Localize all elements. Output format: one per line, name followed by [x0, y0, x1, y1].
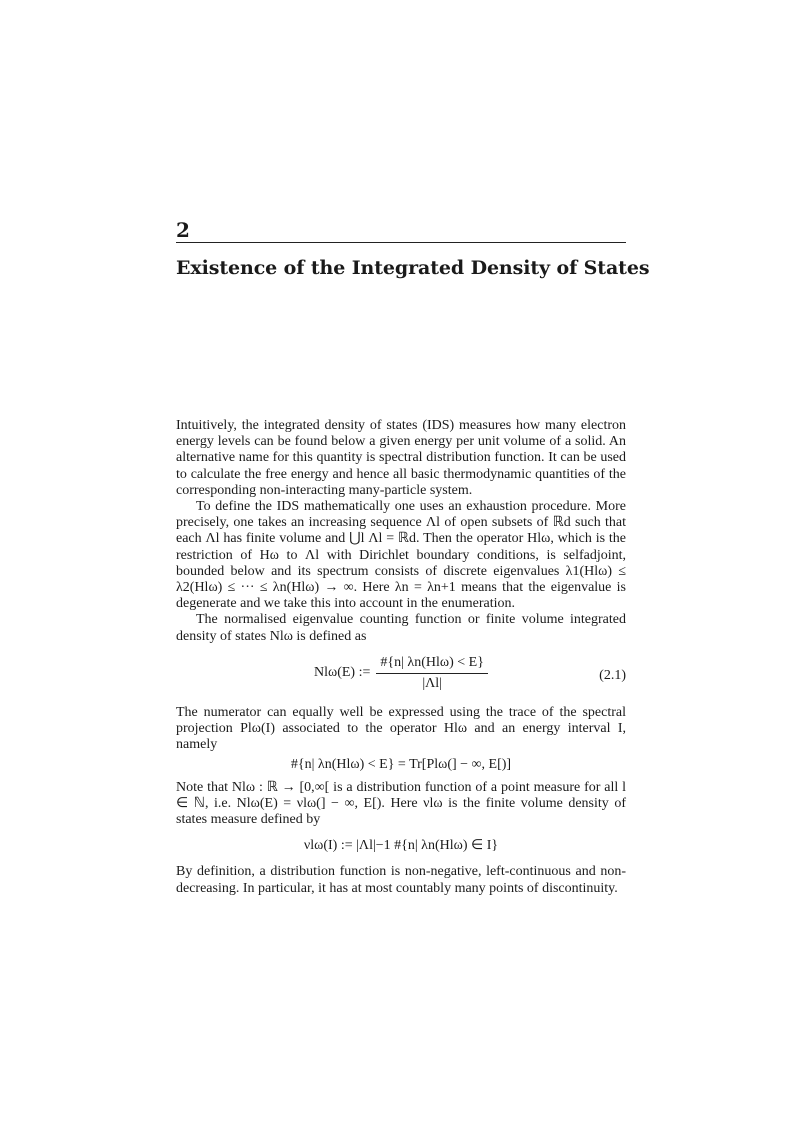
body-text [176, 418, 626, 897]
equation-denominator: |Λl| [422, 676, 442, 692]
equation-2-1 [176, 651, 626, 701]
equation-number: (2.1) [599, 667, 626, 683]
equation-lhs: Nlω(E) := [314, 665, 371, 681]
paragraph-distribution: Note that Nlω : ℝ → [0,∞[ is a distribution function of a point measure for all l ∈ ℕ, i.e. Nlω(E) = νlω(] − ∞, E[). Here νlω is the finite volume density of states measure defined by [176, 779, 626, 828]
chapter-number: 2 [176, 218, 190, 242]
chapter-rule [176, 242, 626, 243]
equation-numerator: #{n| λn(Hlω) < E} [376, 655, 488, 674]
equation-trace: #{n| λn(Hlω) < E} = Tr[Plω(] − ∞, E[)] [290, 757, 512, 773]
equation-fraction [376, 655, 488, 692]
paragraph-conclusion: By definition, a distribution function is non-negative, left-continuous and non-decreasing. In particular, it has at most countably many points of discontinuity. [176, 864, 626, 896]
paragraph-trace: The numerator can equally well be expressed using the trace of the spectral projection Plω(I) associated to the operator Hlω and an energy interval I, namely [176, 704, 626, 753]
paragraph-definition: The normalised eigenvalue counting function or finite volume integrated density of states Nlω is defined as [176, 612, 626, 644]
paragraph-exhaustion: To define the IDS mathematically one uses an exhaustion procedure. More precisely, one takes an increasing sequence Λl of open subsets of ℝd such that each Λl has finite volume and ⋃l Λl = ℝd. Then the operator Hlω, which is the restriction of Hω to Λl with Dirichlet boundary conditions, is selfadjoint, bounded below and its spectrum consists of discrete eigenvalues λ1(Hlω) ≤ λ2(Hlω) ≤ ··· ≤ λn(Hlω) → ∞. Here λn = λn+1 means that the eigenvalue is degenerate and we take this into account in the enumeration. [176, 499, 626, 612]
paragraph-intro: Intuitively, the integrated density of states (IDS) measures how many electron energy levels can be found below a given energy per unit volume of a solid. An alternative name for this quantity is spectral distribution function. It can be used to calculate the free energy and hence all basic thermodynamic quantities of the corresponding non-interacting many-particle system. [176, 418, 626, 498]
equation-measure: νlω(I) := |Λl|−1 #{n| λn(Hlω) ∈ I} [303, 838, 499, 854]
chapter-title: Existence of the Integrated Density of States [176, 257, 650, 279]
